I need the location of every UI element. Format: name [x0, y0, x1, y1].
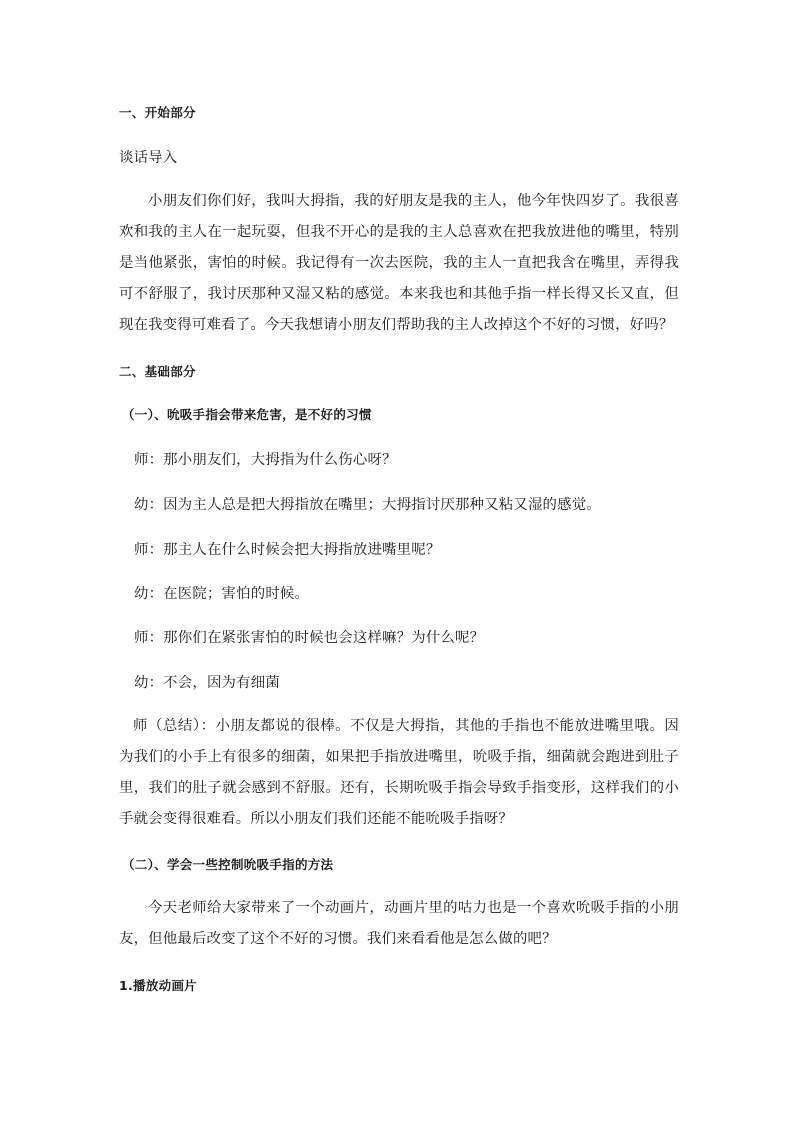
subsection-heading-harm: （一）、吮吸手指会带来危害，是不好的习惯: [122, 407, 372, 422]
section-heading-start: 一、开始部分: [119, 105, 196, 120]
section-heading-basic: 二、基础部分: [119, 364, 196, 379]
subsection-heading-methods: （二）、学会一些控制吮吸手指的方法: [122, 857, 334, 872]
dialogue-line: 幼：因为主人总是把大拇指放在嘴里；大拇指讨厌那种又粘又湿的感觉。: [134, 497, 601, 513]
dialogue-line: 师：那你们在紧张害怕的时候也会这样嘛？为什么呢？: [134, 630, 485, 646]
dialogue-line: 幼：在医院；害怕的时候。: [134, 586, 310, 602]
teacher-summary-paragraph: 师（总结）：小朋友都说的很棒。不仅是大拇指，其他的手指也不能放进嘴里哦。因为我们的小手上有很多的细菌，如果把手指放进嘴里，吮吸手指，细菌就会跑进到肚子里，我们的肚子就会感到不舒服。还有，长期吮吸手指会导致手指变形，这样我们的小手就会变得很难看。所以小朋友们我们还能不能吮吸手指呀？: [119, 718, 679, 827]
dialogue-line: 师：那小朋友们，大拇指为什么伤心呀？: [134, 452, 397, 468]
cartoon-intro-paragraph: 今天老师给大家带来了一个动画片，动画片里的咕力也是一个喜欢吮吸手指的小朋友，但他最后改变了这个不好的习惯。我们来看看他是怎么做的吧？: [119, 900, 679, 947]
dialogue-line: 师：那主人在什么时候会把大拇指放进嘴里呢？: [134, 542, 441, 558]
step-play-cartoon: 1.播放动画片: [119, 978, 198, 993]
intro-paragraph: 小朋友们你们好，我叫大拇指，我的好朋友是我的主人，他今年快四岁了。我很喜欢和我的主人在一起玩耍，但我不开心的是我的主人总喜欢在把我放进他的嘴里，特别是当他紧张，害怕的时候。我记得有一次去医院，我的主人一直把我含在嘴里，弄得我可不舒服了，我讨厌那种又湿又粘的感觉。本来我也和其他手指一样长得又长又直，但现在我变得可难看了。今天我想请小朋友们帮助我的主人改掉这个不好的习惯，好吗？: [119, 193, 679, 333]
dialogue-line: 幼：不会，因为有细菌: [134, 675, 280, 691]
subheading-talk-intro: 谈话导入: [119, 150, 178, 166]
